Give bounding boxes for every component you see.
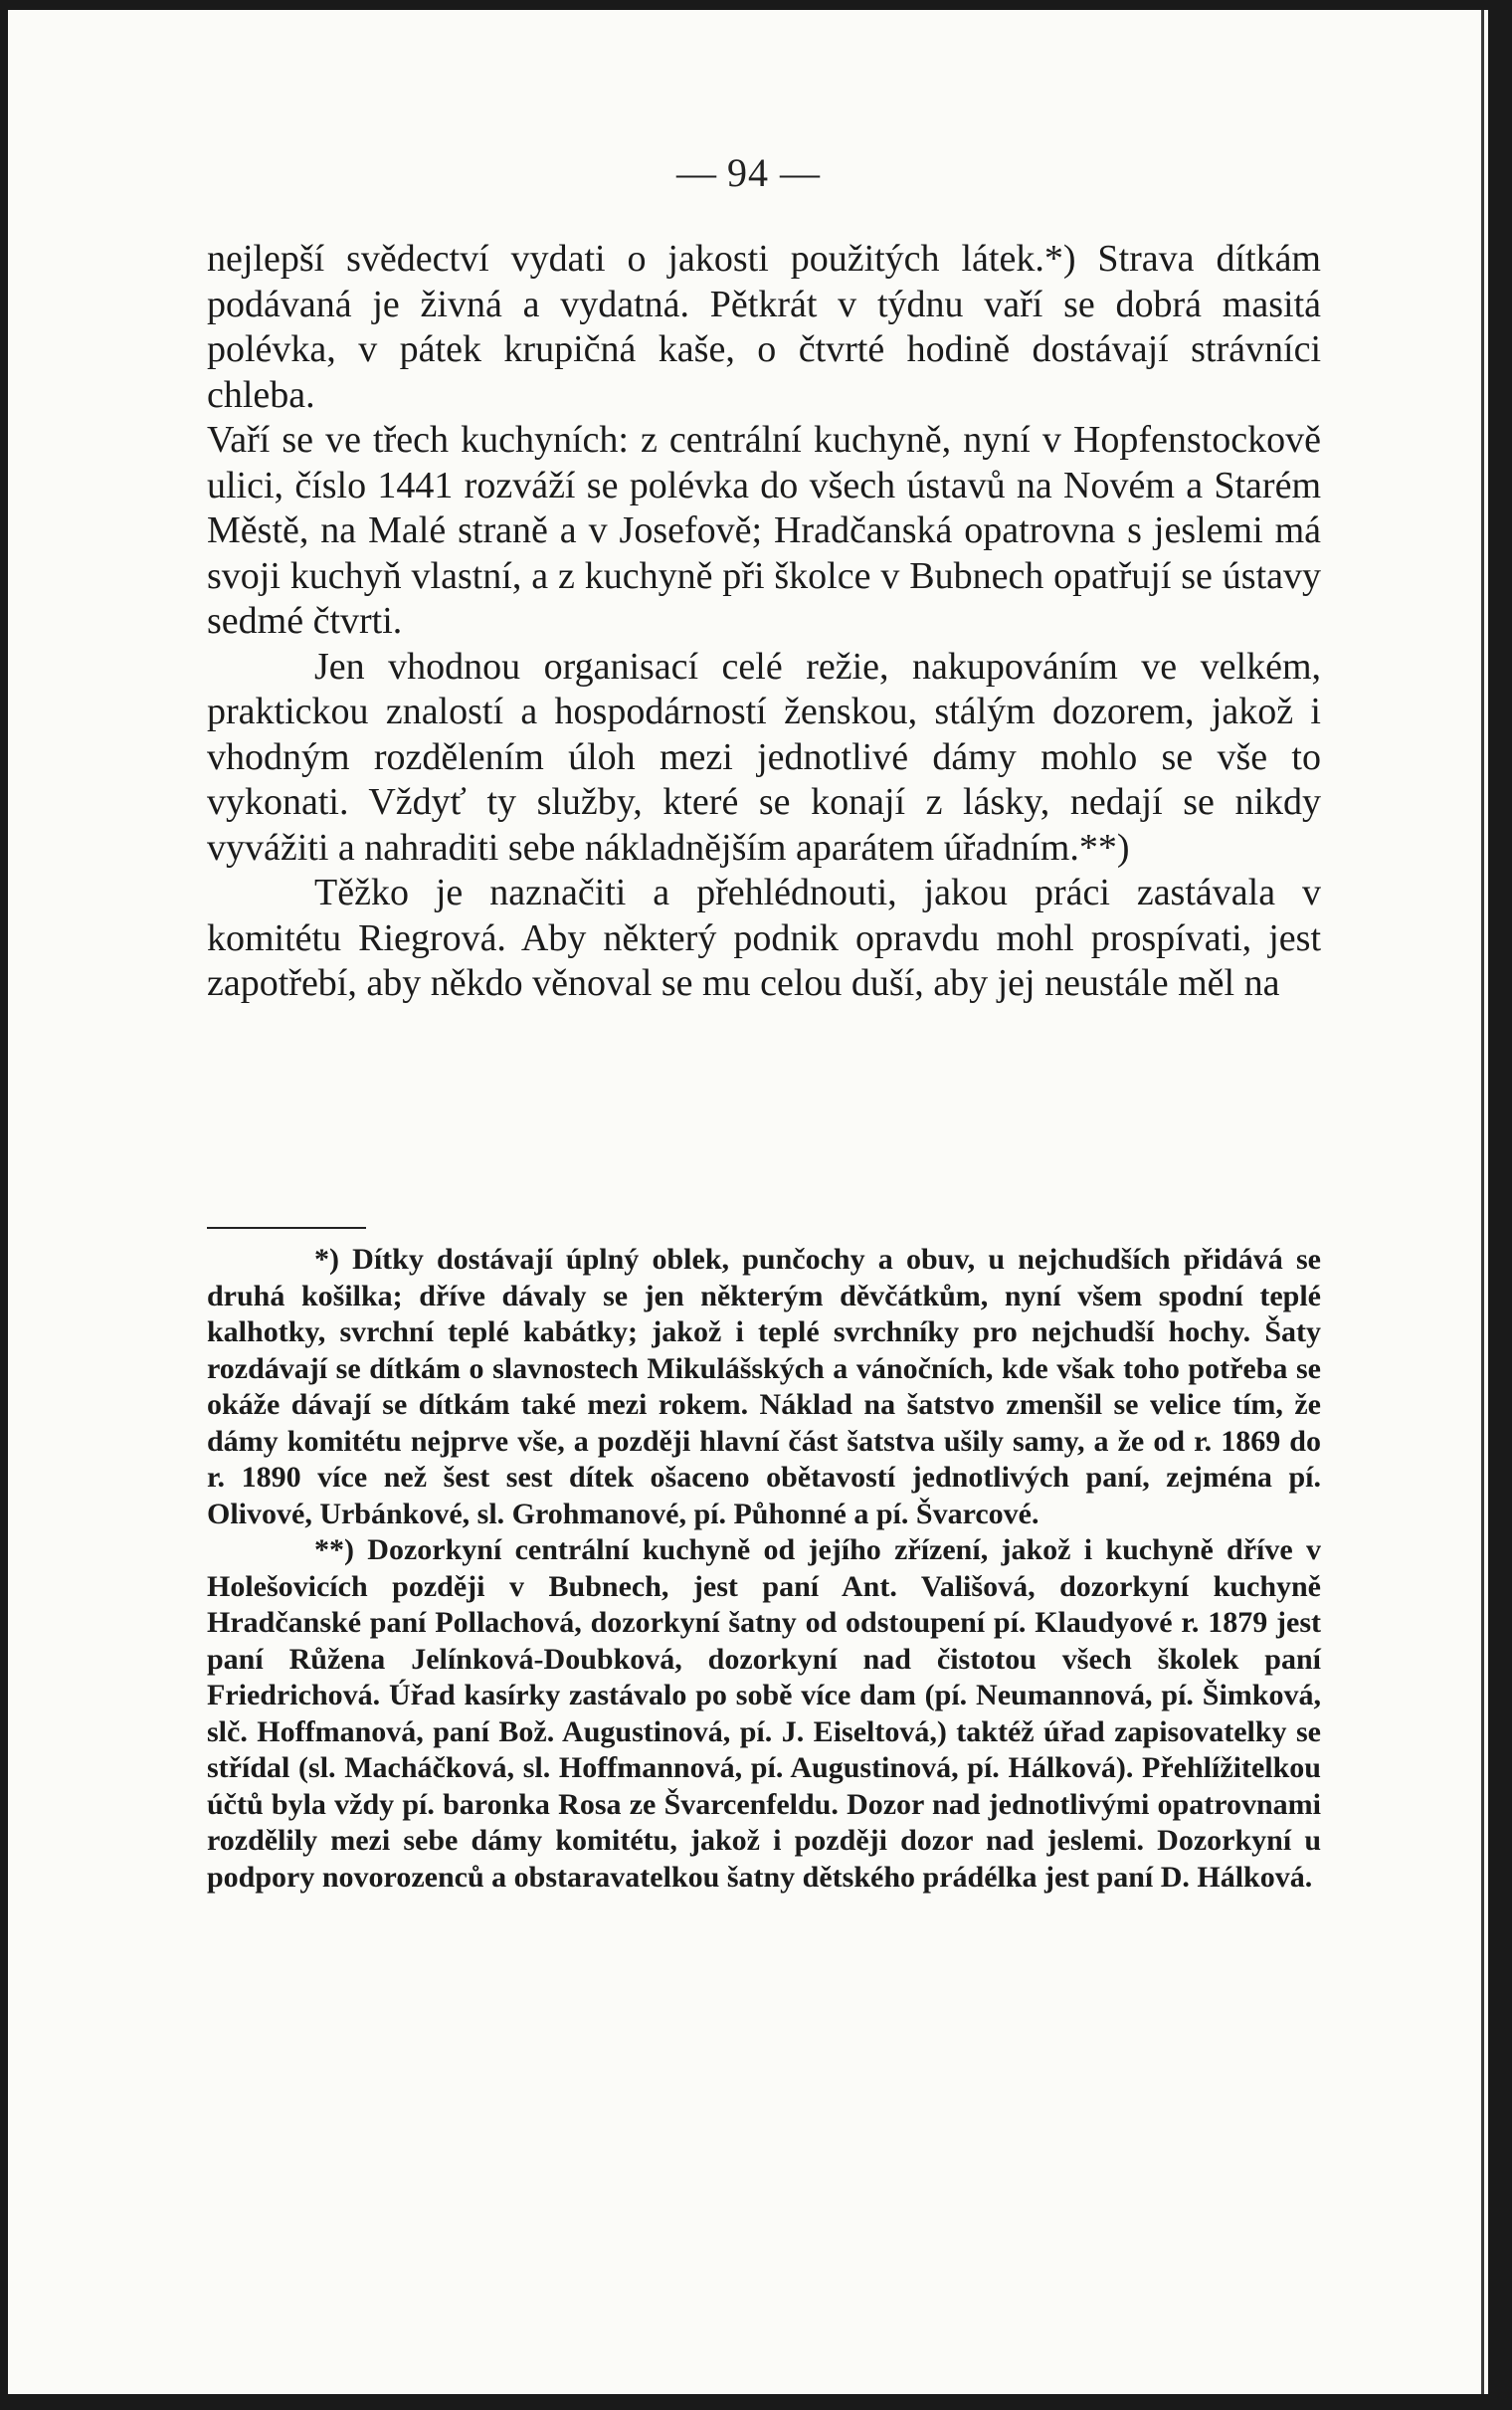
- page-edge-line: [1481, 10, 1484, 2394]
- footnote-1: *) Dítky dostávají úplný oblek, punčochy a obuv, u nejchudších přidává se druhá košilka; dříve dávaly se jen některým děvčátkům, nyní všem spodní teplé kalhotky, svrchní teplé kabátky; jakož i teplé svrchníky pro nejchudší hochy. Šaty rozdávají se dítkám o slavnostech Mikulášských a vánočních, kde však toho potřeba se okáže dávají se dítkám také mezi rokem. Náklad na šatstvo zmenšil se velice tím, že dámy komitétu nejprve vše, a později hlavní část šatstva ušily samy, a že od r. 1869 do r. 1890 více než šest sest dítek ošaceno obětavostí jednotlivých paní, zejména pí. Olivové, Urbánkové, sl. Grohmanové, pí. Půhonné a pí. Švarcové.: [207, 1243, 1321, 1530]
- book-page: [8, 10, 1488, 2394]
- main-text-block: [207, 237, 1321, 1007]
- page-number-dash-left: —: [676, 150, 716, 195]
- footnote-2: **) Dozorkyní centrální kuchyně od jejího zřízení, jakož i kuchyně dříve v Holešovicích později v Bubnech, jest paní Ant. Vališová, dozorkyní kuchyně Hradčanské paní Pollachová, dozorkyní šatny od odstoupení pí. Klaudyové r. 1879 jest paní Růžena Jelínková-Doubková, dozorkyní nad čistotou všech školek paní Friedrichová. Úřad kasírky zastávalo po sobě více dam (pí. Neumannová, pí. Šimková, slč. Hoffmanová, paní Bož. Augustinová, pí. J. Eiseltová,) taktéž úřad zapisovatelky se střídal (sl. Macháčková, sl. Hoffmannová, pí. Augustinová, pí. Hálková). Přehlížitelkou účtů byla vždy pí. baronka Rosa ze Švarcenfeldu. Dozor nad jednotlivými opatrovnami rozdělily mezi sebe dámy komitétu, jakož i později dozor nad jeslemi. Dozorkyní u podpory novorozenců a obstaravatelkou šatny dětského prádélka jest paní D. Hálková.: [207, 1533, 1321, 1894]
- footnotes-block: [207, 1242, 1321, 1896]
- paragraph-organisation: Jen vhodnou organisací celé režie, nakupováním ve velkém, praktickou znalostí a hospodárností ženskou, stálým dozorem, jakož i vhodným rozdělením úloh mezi jednotlivé dámy mohlo se vše to vykonati. Vždyť ty služby, které se konají z lásky, nedají se nikdy vyvážiti a nahraditi sebe nákladnějším aparátem úřadním.**): [207, 645, 1321, 869]
- page-number-header: [8, 149, 1488, 196]
- page-number: 94: [727, 150, 769, 195]
- paragraph-continuation: nejlepší svědectví vydati o jakosti použitých látek.*) Strava dítkám podávaná je živná a vydatná. Pětkrát v týdnu vaří se dobrá masitá polévka, v pátek krupičná kaše, o čtvrté hodině dostávají strávníci chleba.: [207, 238, 1321, 416]
- page-number-dash-right: —: [780, 150, 820, 195]
- paragraph-riegrova: Těžko je naznačiti a přehlédnouti, jakou práci zastávala v komitétu Riegrová. Aby některý podnik opravdu mohl prospívati, jest zapotřebí, aby někdo věnoval se mu celou duší, aby jej neustále měl na: [207, 872, 1321, 1004]
- paragraph-kitchens: Vaří se ve třech kuchyních: z centrální kuchyně, nyní v Hopfenstockově ulici, číslo 1441 rozváží se polévka do všech ústavů na Novém a Starém Městě, na Malé straně a v Josefově; Hradčanská opatrovna s jeslemi má svoji kuchyň vlastní, a z kuchyně při školce v Bubnech opatřují se ústavy sedmé čtvrti.: [207, 419, 1321, 642]
- footnote-separator: [207, 1227, 366, 1229]
